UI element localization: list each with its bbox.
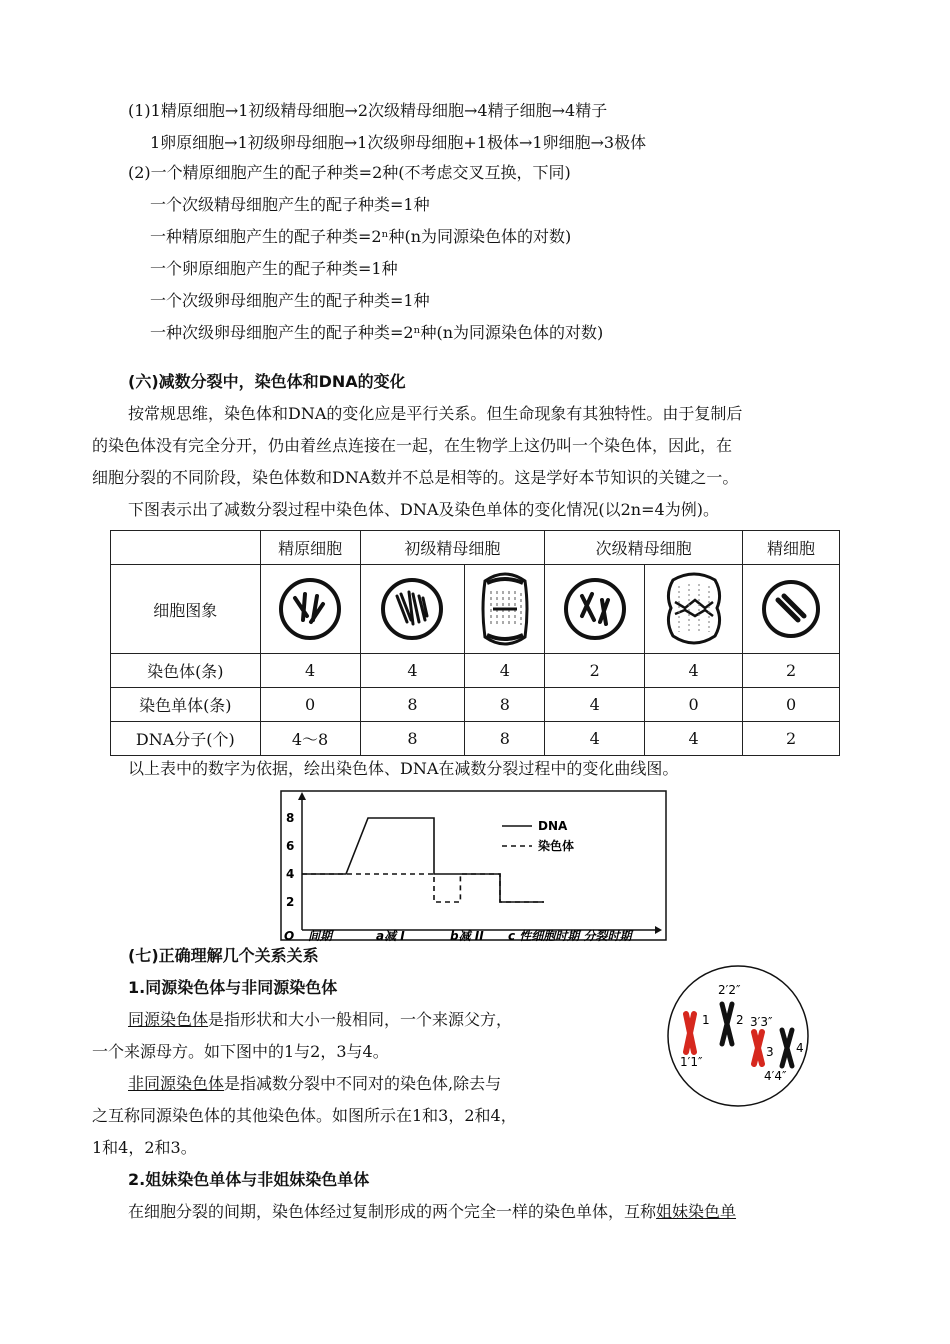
x-tick-label: 间期 [308, 929, 333, 942]
section6-heading: (六)减数分裂中，染色体和DNA的变化 [128, 372, 406, 391]
subheading-homologous: 1.同源染色体与非同源染色体 [128, 978, 338, 997]
series-dna-line [302, 818, 544, 902]
header-spermatid: 精细胞 [743, 531, 840, 565]
cell-image-4 [545, 565, 645, 654]
label-4: 4 [796, 1041, 804, 1055]
section6-p1: 按常规思维，染色体和DNA的变化应是平行关系。但生命现象有其独特性。由于复制后 [128, 404, 743, 423]
s1-para4: 之互称同源染色体的其他染色体。如图所示在1和3，2和4， [92, 1106, 517, 1125]
legend-label: 染色体 [538, 839, 575, 853]
label-1: 1 [702, 1013, 710, 1027]
cell-image-3 [465, 565, 545, 654]
s2-para1 [128, 1201, 736, 1223]
s1-para3 [128, 1073, 501, 1095]
table-cell: 8 [360, 722, 465, 756]
s1-para1 [128, 1009, 512, 1031]
meiosis-table [110, 530, 840, 756]
x-tick-label: b减 II [450, 929, 484, 942]
gamete-line-6: 一种次级卵母细胞产生的配子种类=2ⁿ种(n为同源染色体的对数) [150, 323, 604, 342]
table-cell: 4 [360, 654, 465, 688]
table-cell: 4 [260, 654, 360, 688]
header-primary-spermatocyte: 初级精母细胞 [360, 531, 545, 565]
table-cell: 8 [360, 688, 465, 722]
table-cell: 2 [743, 654, 840, 688]
y-tick-label: 6 [286, 839, 295, 853]
table-header-row [111, 531, 840, 565]
row-label-dna: DNA分子(个) [111, 722, 261, 756]
table-row-dna [111, 722, 840, 756]
term-sister-chromatid: 姐妹染色单 [656, 1202, 737, 1221]
table-row-chromatid [111, 688, 840, 722]
table-cell: 4 [645, 722, 743, 756]
dna-chromosome-chart [280, 790, 668, 942]
section6-p3: 细胞分裂的不同阶段，染色体数和DNA数并不总是相等的。这是学好本节知识的关键之一。 [92, 468, 739, 487]
after-table-text: 以上表中的数字为依据，绘出染色体、DNA在减数分裂过程中的变化曲线图。 [128, 759, 679, 778]
section6-p4: 下图表示出了减数分裂过程中染色体、DNA及染色单体的变化情况(以2n=4为例)。 [128, 500, 719, 519]
y-tick-label: 2 [286, 895, 295, 909]
legend-label: DNA [538, 819, 568, 833]
gamete-line-2: 一个次级精母细胞产生的配子种类=1种 [150, 195, 430, 214]
gamete-line-1: (2)一个精原细胞产生的配子种类=2种(不考虑交叉互换，下同) [128, 163, 571, 182]
x-tick-label: a减 I [376, 929, 405, 942]
label-1-prime: 1′1″ [680, 1055, 703, 1069]
label-2: 2 [736, 1013, 744, 1027]
gamete-line-3: 一种精原细胞产生的配子种类=2ⁿ种(n为同源染色体的对数) [150, 227, 572, 246]
x-tick-label: O [284, 929, 295, 942]
row-label-chromosome: 染色体(条) [111, 654, 261, 688]
s1-para5: 1和4，2和3。 [92, 1138, 197, 1157]
label-3: 3 [766, 1045, 774, 1059]
chromosome-4 [782, 1030, 792, 1066]
cell-image-6 [743, 565, 840, 654]
process-egg: 1卵原细胞→1初级卵母细胞→1次级卵母细胞+1极体→1卵细胞→3极体 [150, 133, 647, 152]
table-cell: 0 [645, 688, 743, 722]
table-row-chromosome [111, 654, 840, 688]
cell-image-5 [645, 565, 743, 654]
chromosome-2 [722, 1004, 732, 1044]
table-cell: 2 [743, 722, 840, 756]
cell-image-2 [360, 565, 465, 654]
homologous-chromosome-figure [658, 960, 818, 1110]
table-cell: 4 [545, 722, 645, 756]
y-tick-label: 4 [286, 867, 295, 881]
process-sperm: (1)1精原细胞→1初级精母细胞→2次级精母细胞→4精子细胞→4精子 [128, 101, 608, 120]
table-cell: 8 [465, 722, 545, 756]
table-cell: 2 [545, 654, 645, 688]
table-image-row [111, 565, 840, 654]
header-secondary-spermatocyte: 次级精母细胞 [545, 531, 743, 565]
table-cell: 4～8 [260, 722, 360, 756]
subheading-sister: 2.姐妹染色单体与非姐妹染色单体 [128, 1170, 370, 1189]
table-cell: 8 [465, 688, 545, 722]
cell-image-1 [260, 565, 360, 654]
section6-p2: 的染色体没有完全分开，仍由着丝点连接在一起，在生物学上这仍叫一个染色体，因此，在 [92, 436, 733, 455]
gamete-line-5: 一个次级卵母细胞产生的配子种类=1种 [150, 291, 430, 310]
row-label-chromatid: 染色单体(条) [111, 688, 261, 722]
header-spermatogonium: 精原细胞 [260, 531, 360, 565]
gamete-line-4: 一个卵原细胞产生的配子种类=1种 [150, 259, 398, 278]
header-empty [111, 531, 261, 565]
table-cell: 0 [743, 688, 840, 722]
section7-heading: (七)正确理解几个关系关系 [128, 946, 319, 965]
label-3-prime: 3′3″ [750, 1015, 773, 1029]
table-cell: 4 [645, 654, 743, 688]
series-chromosome-line [302, 874, 544, 902]
y-tick-label: 8 [286, 811, 295, 825]
image-row-label: 细胞图象 [111, 565, 261, 654]
chromosome-1 [686, 1014, 694, 1052]
s1-p1-text: 是指形状和大小一般相同，一个来源父方， [208, 1010, 513, 1029]
table-cell: 0 [260, 688, 360, 722]
s1-para2: 一个来源母方。如下图中的1与2，3与4。 [92, 1042, 389, 1061]
chromosome-3 [754, 1032, 762, 1064]
term-nonhomologous: 非同源染色体 [128, 1074, 225, 1093]
s2-p1-text: 在细胞分裂的间期，染色体经过复制形成的两个完全一样的染色单体，互称 [128, 1202, 657, 1221]
table-cell: 4 [545, 688, 645, 722]
x-tick-label: c 性细胞时期 分裂时期 [508, 929, 632, 942]
label-4-prime: 4′4″ [764, 1069, 787, 1083]
table-cell: 4 [465, 654, 545, 688]
s1-p3-text: 是指减数分裂中不同对的染色体,除去与 [224, 1074, 502, 1093]
label-2-prime: 2′2″ [718, 983, 741, 997]
term-homologous: 同源染色体 [128, 1010, 209, 1029]
